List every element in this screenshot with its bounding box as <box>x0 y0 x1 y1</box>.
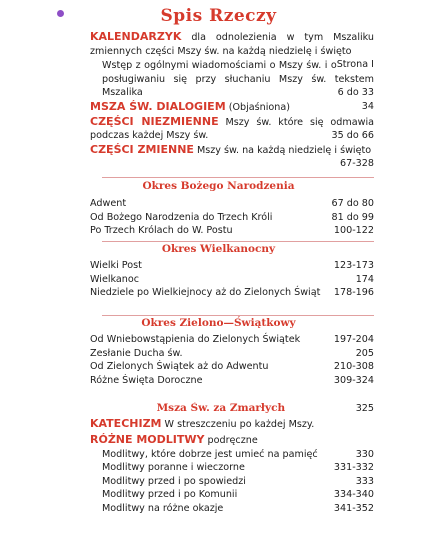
entry-head: KALENDARZYK <box>90 30 182 43</box>
entry-page: 35 do 66 <box>331 130 374 142</box>
section-rule <box>102 241 374 242</box>
entry-page: 34 <box>361 100 374 112</box>
section-rule <box>102 315 374 316</box>
list-item: Od Zielonych Świątek aż do Adwentu 210-308 <box>90 361 374 373</box>
katechizm-entry <box>90 417 374 432</box>
entry-head: CZĘŚCI NIEZMIENNE <box>90 114 219 128</box>
list-item: Wielkanoc 174 <box>90 273 374 285</box>
list-item: Od Wniebowstąpienia do Zielonych Świątek 197-204 <box>90 334 374 345</box>
entry-text: (Objaśniona) <box>225 101 290 113</box>
entry-page: 6 do 33 <box>337 87 374 99</box>
entry-msza-dialogiem <box>90 100 374 115</box>
list-item: Wielki Post 123-173 <box>90 260 374 271</box>
toc-top-block <box>90 30 374 171</box>
entry-kalendarzyk <box>90 30 374 71</box>
msza-zmarlych-row <box>90 402 374 416</box>
wielk-list <box>90 259 374 300</box>
entry-head: RÓŻNE MODLITWY <box>90 433 205 446</box>
list-item: Modlitwy na różne okazje 341-352 <box>102 502 374 514</box>
entry-page: Strona I <box>336 59 374 71</box>
entry-text: W streszczeniu po każdej Mszy. <box>161 419 315 430</box>
entry-page: 325 <box>355 403 374 414</box>
list-item: Różne Święta Doroczne 309-324 <box>90 374 374 386</box>
list-item: Po Trzech Królach do W. Postu 100-122 <box>90 225 374 237</box>
section-rule <box>102 177 374 178</box>
modlitwy-entry <box>90 433 374 516</box>
bozego-list <box>90 197 374 238</box>
ziel-list <box>90 333 374 387</box>
entry-text: Wstęp z ogólnymi wiadomościami o Mszy św. i o posługiwaniu się przy słuchaniu Mszy św. tekstem Mszalika <box>102 60 374 99</box>
list-item: Adwent 67 do 80 <box>90 198 374 209</box>
msza-zmarlych-title: Msza Św. za Zmarłych <box>156 402 286 414</box>
section-heading-bozego: Okres Bożego Narodzenia <box>142 180 295 192</box>
section-heading-wielkanocny: Okres Wielkanocny <box>161 243 276 255</box>
entry-text: Mszy św. które się odmawia podczas każdej Mszy św. <box>90 116 375 142</box>
entry-text: podręczne <box>204 435 258 446</box>
list-item: Modlitwy poranne i wieczorne 331-332 <box>102 462 374 474</box>
list-item: Niedziele po Wielkiejnocy aż do Zielonych Świąt 178-196 <box>90 287 374 299</box>
list-item: Modlitwy przed i po Komunii 334-340 <box>102 489 374 501</box>
list-item: Modlitwy, które dobrze jest umieć na pamięć 330 <box>102 448 374 460</box>
entry-head: CZĘŚCI ZMIENNE <box>90 142 194 156</box>
entry-page: 67-328 <box>340 158 374 170</box>
entry-wstep <box>90 59 374 100</box>
list-item: Zesłanie Ducha św. 205 <box>90 347 374 359</box>
entry-text: Mszy św. na każdą niedzielę i święto <box>193 144 372 156</box>
entry-text: dla odnolezienia w tym Mszaliku zmiennych części Mszy św. na każdą niedzielę i święto <box>90 32 374 57</box>
entry-czesci-zmienne <box>90 142 374 170</box>
entry-head: MSZA ŚW. DIALOGIEM <box>90 99 226 113</box>
list-item: Od Bożego Narodzenia do Trzech Króli 81 do 99 <box>90 211 374 223</box>
section-heading-zielono: Okres Zielono—Świątkowy <box>141 317 296 329</box>
page-title: Spis Rzeczy <box>160 6 277 26</box>
list-item: Modlitwy przed i po spowiedzi 333 <box>102 475 374 487</box>
entry-head: KATECHIZM <box>90 417 162 430</box>
entry-czesci-niezmienne <box>90 115 374 143</box>
